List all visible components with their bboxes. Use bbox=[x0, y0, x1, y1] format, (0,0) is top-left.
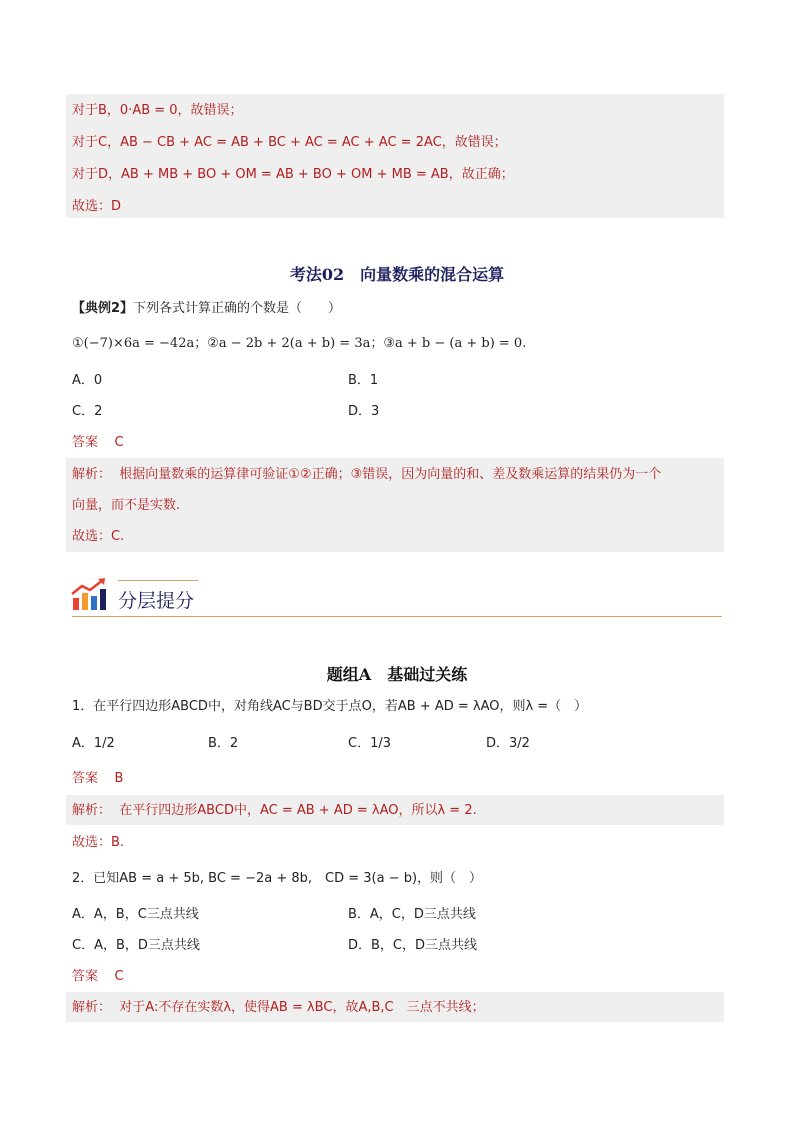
q2-analysis-label: 解析： bbox=[72, 1000, 112, 1015]
section-header-rule bbox=[72, 616, 722, 617]
example-analysis-1 bbox=[72, 466, 661, 484]
q1-analysis bbox=[72, 802, 477, 820]
example-option-d: D．3 bbox=[348, 404, 380, 419]
example-tag: 【典例2】 bbox=[72, 301, 134, 316]
q2-option-c: C．A，B，D三点共线 bbox=[72, 938, 200, 953]
q2-answer bbox=[72, 968, 124, 986]
solution-choose: 故选：D bbox=[72, 199, 122, 214]
chart-growth-icon bbox=[70, 578, 108, 612]
group-title: 题组A 基础过关练 bbox=[326, 665, 468, 684]
q2-option-d: D．B，C，D三点共线 bbox=[348, 938, 478, 953]
example-question bbox=[72, 300, 341, 318]
q2-analysis bbox=[72, 999, 485, 1017]
solution-line-b: 对于B，0·AB = 0，故错误； bbox=[72, 103, 243, 118]
kaofa-title: 考法02 向量数乘的混合运算 bbox=[289, 265, 505, 284]
q1-option-d: D．3/2 bbox=[486, 736, 530, 751]
q1-analysis-label: 解析： bbox=[72, 803, 112, 818]
example-option-a: A．0 bbox=[72, 373, 103, 388]
q2-option-a: A．A，B，C三点共线 bbox=[72, 907, 199, 922]
q1-analysis-text: 在平行四边形ABCD中，AC = AB + AD = λAO，所以λ = 2. bbox=[119, 803, 477, 818]
section-header-top-rule bbox=[118, 580, 198, 581]
example-choose: 故选：C. bbox=[72, 529, 125, 544]
example-option-c: C．2 bbox=[72, 404, 103, 419]
example-analysis-label: 解析： bbox=[72, 467, 112, 482]
q1-stem: 1．在平行四边形ABCD中，对角线AC与BD交于点O，若AB + AD = λAO，则λ =（ ） bbox=[72, 699, 588, 714]
solution-line-d: 对于D，AB + MB + BO + OM = AB + BO + OM + MB = AB，故正确； bbox=[72, 167, 514, 182]
example-expression: ①(−7)×6a = −42a；②a − 2b + 2(a + b) = 3a；③a + b − (a + b) = 0. bbox=[72, 336, 527, 351]
q1-choose: 故选：B. bbox=[72, 835, 125, 850]
example-option-b: B．1 bbox=[348, 373, 379, 388]
q1-answer-label: 答案 bbox=[72, 771, 99, 786]
example-question-text: 下列各式计算正确的个数是（ ） bbox=[133, 301, 342, 316]
example-answer-label: 答案 bbox=[72, 435, 99, 450]
section-title: 分层提分 bbox=[118, 590, 195, 612]
q1-answer bbox=[72, 770, 123, 788]
q2-answer-label: 答案 bbox=[72, 969, 99, 984]
q2-analysis-text: 对于A:不存在实数λ，使得AB = λBC，故A,B,C 三点不共线； bbox=[119, 1000, 485, 1015]
solution-line-c: 对于C，AB − CB + AC = AB + BC + AC = AC + AC = 2AC，故错误； bbox=[72, 135, 507, 150]
q2-option-b: B．A，C，D三点共线 bbox=[348, 907, 476, 922]
q2-stem: 2．已知AB = a + 5b, BC = −2a + 8b, CD = 3(a − b)，则（ ） bbox=[72, 871, 483, 886]
q1-answer-value: B bbox=[114, 771, 124, 786]
q2-answer-value: C bbox=[114, 969, 124, 984]
example-analysis-2: 向量，而不是实数. bbox=[72, 498, 181, 513]
q1-option-a: A．1/2 bbox=[72, 736, 115, 751]
example-answer-value: C bbox=[114, 435, 124, 450]
q1-option-b: B．2 bbox=[208, 736, 239, 751]
example-analysis-text-1: 根据向量数乘的运算律可验证①②正确；③错误，因为向量的和、差及数乘运算的结果仍为一个 bbox=[119, 467, 662, 482]
example-answer bbox=[72, 434, 124, 452]
q1-option-c: C．1/3 bbox=[348, 736, 391, 751]
